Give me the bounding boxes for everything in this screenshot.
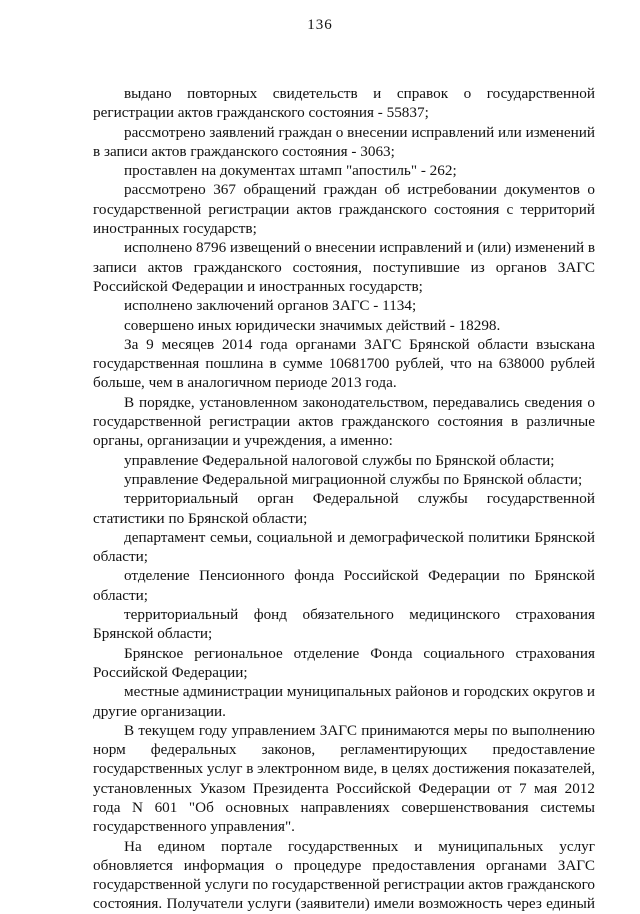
text-line: области; <box>93 586 148 604</box>
text-line: отделение Пенсионного фонда Российской Федерации по Брянской <box>124 567 595 585</box>
text-line: проставлен на документах штамп "апостиль" - 262; <box>124 162 457 180</box>
text-line: статистики по Брянской области; <box>93 509 308 527</box>
text-line: Российской Федерации и иностранных государств; <box>93 277 423 295</box>
text-line: управление Федеральной миграционной службы по Брянской области; <box>124 470 583 488</box>
text-line: местные администрации муниципальных районов и городских округов и <box>124 683 595 701</box>
text-line: состояния. Получатели услуги (заявители) имели возможность через единый <box>93 895 595 913</box>
text-line: государственной услуги по государственной регистрации актов гражданского <box>93 876 595 894</box>
text-line: территориальный орган Федеральной службы государственной <box>124 490 595 508</box>
text-line: Брянское региональное отделение Фонда социального страхования <box>124 644 595 662</box>
text-line: органы, организации и учреждения, а именно: <box>93 432 393 450</box>
text-line: исполнено заключений органов ЗАГС - 1134; <box>124 297 417 315</box>
text-line: департамент семьи, социальной и демографической политики Брянской <box>124 528 595 546</box>
text-line: За 9 месяцев 2014 года органами ЗАГС Брянской области взыскана <box>124 335 595 353</box>
text-line: На едином портале государственных и муниципальных услуг <box>124 837 595 855</box>
text-line: государственных услуг в электронном виде, в целях достижения показателей, <box>93 760 596 778</box>
text-line: норм федеральных законов, регламентирующих предоставление <box>93 741 595 759</box>
page-number: 136 <box>307 17 333 33</box>
text-line: государственной регистрации актов гражданского состояния с территорий <box>93 200 595 218</box>
text-line: совершено иных юридически значимых действий - 18298. <box>124 316 501 334</box>
text-line: больше, чем в аналогичном периоде 2013 года. <box>93 374 397 392</box>
text-line: иностранных государств; <box>93 220 257 238</box>
text-line: Брянской области; <box>93 625 213 643</box>
text-line: рассмотрено 367 обращений граждан об истребовании документов о <box>124 181 595 199</box>
text-line: установленных Указом Президента Российской Федерации от 7 мая 2012 <box>93 779 595 797</box>
text-line: Российской Федерации; <box>93 663 248 681</box>
text-line: рассмотрено заявлений граждан о внесении исправлений или изменений <box>124 123 595 141</box>
text-line: выдано повторных свидетельств и справок о государственной <box>124 85 595 102</box>
text-line: государственного управления". <box>93 818 295 836</box>
text-line: обновляется информация о процедуре предоставления органами ЗАГС <box>93 856 595 874</box>
text-line: управление Федеральной налоговой службы по Брянской области; <box>124 451 555 469</box>
text-line: записи актов гражданского состояния, поступившие из органов ЗАГС <box>93 258 595 276</box>
document-body <box>93 84 595 914</box>
text-line: года N 601 "Об основных направлениях совершенствования системы <box>93 798 595 816</box>
text-line: государственная пошлина в сумме 10681700 рублей, что на 638000 рублей <box>93 355 595 373</box>
text-line: исполнено 8796 извещений о внесении исправлений и (или) изменений в <box>124 239 595 257</box>
text-line: регистрации актов гражданского состояния - 55837; <box>93 104 429 122</box>
text-line: другие организации. <box>93 702 226 720</box>
text-line: области; <box>93 548 148 566</box>
text-line: территориальный фонд обязательного медицинского страхования <box>124 606 595 624</box>
text-line: государственной регистрации актов гражданского состояния в различные <box>93 413 595 431</box>
text-line: В порядке, установленном законодательством, передавались сведения о <box>124 393 595 411</box>
text-line: в записи актов гражданского состояния - 3063; <box>93 142 395 160</box>
text-line: В текущем году управлением ЗАГС принимаются меры по выполнению <box>124 721 595 739</box>
